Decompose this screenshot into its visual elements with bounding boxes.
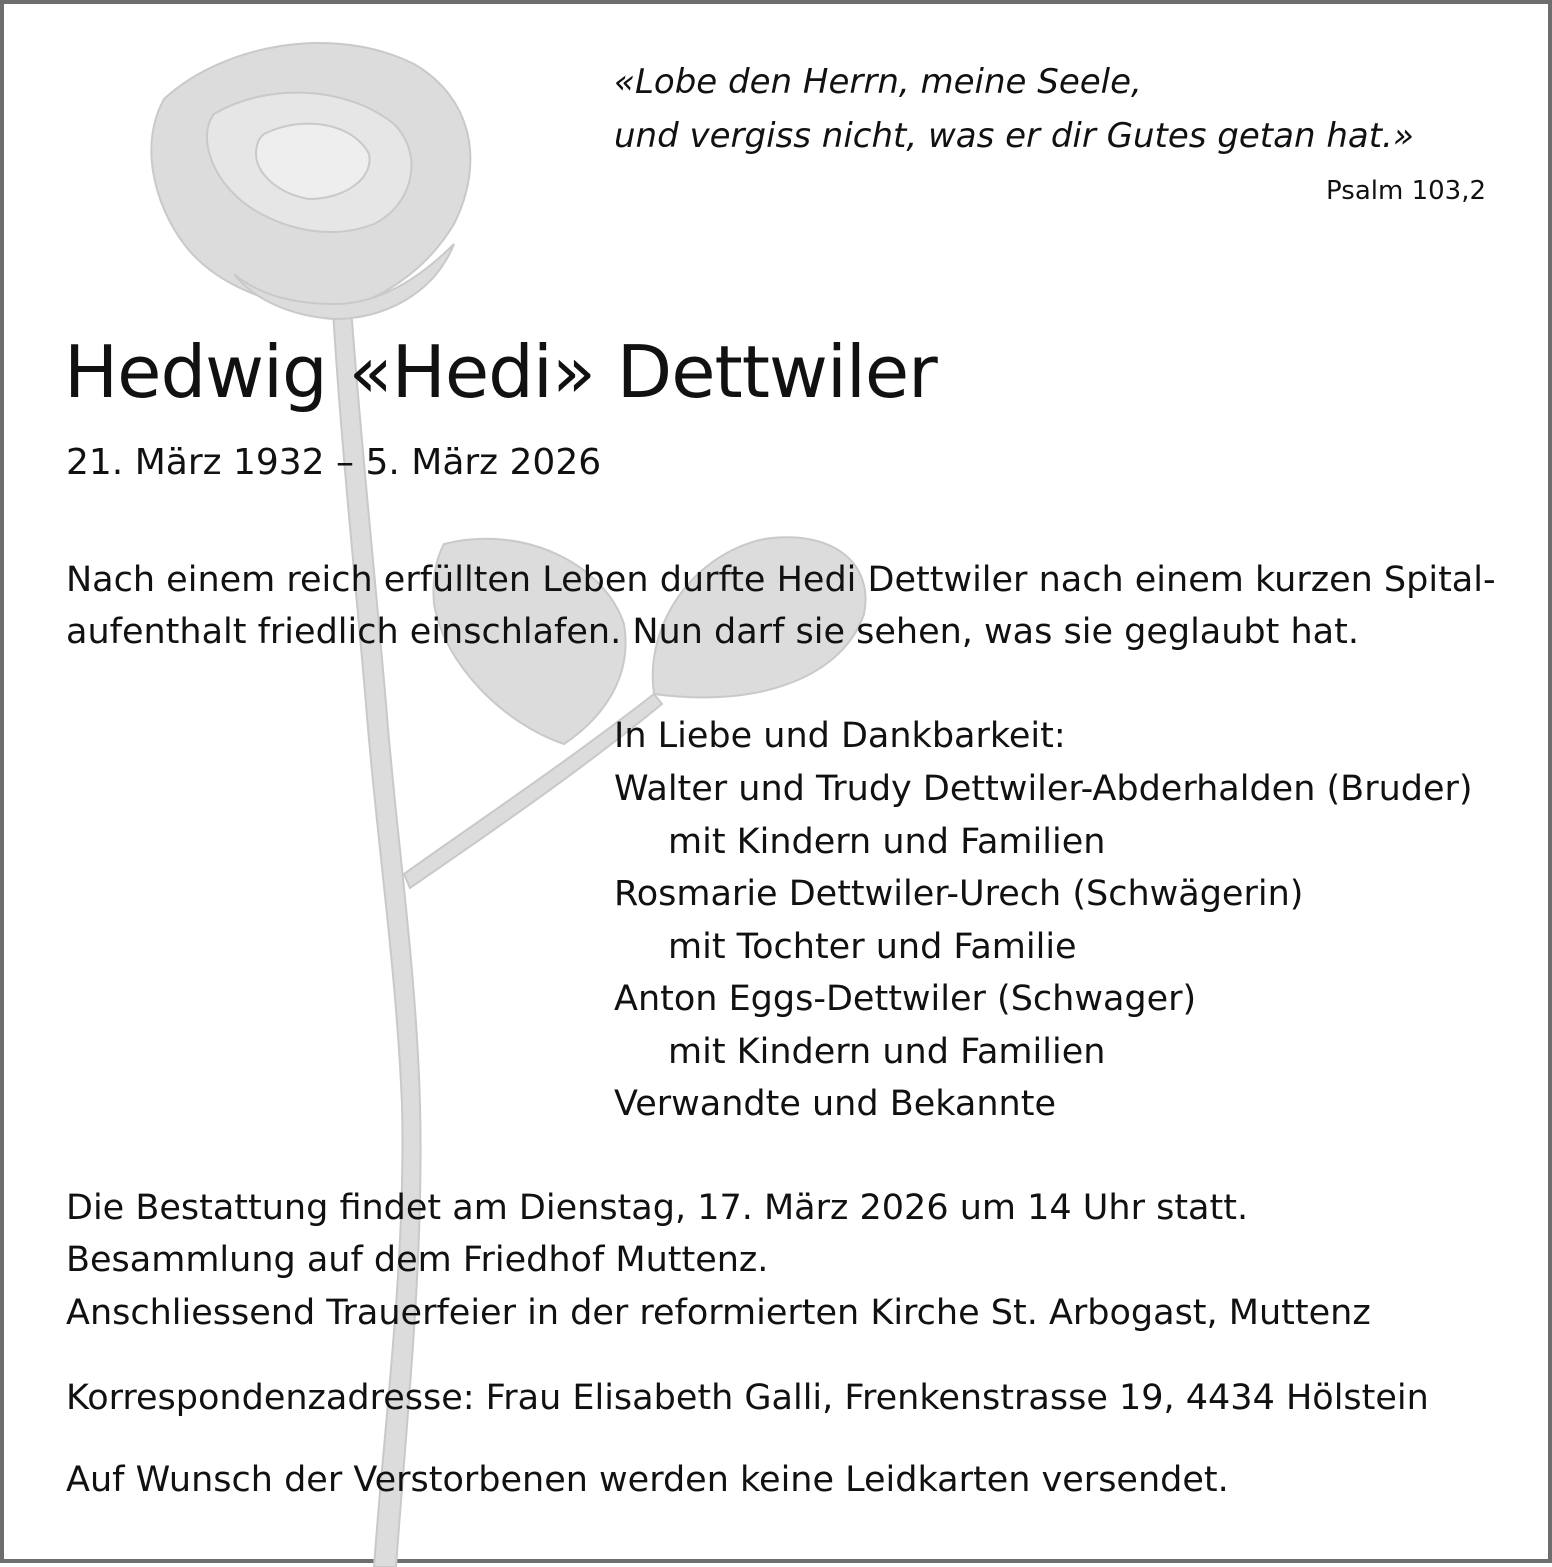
verse-line-1: «Lobe den Herrn, meine Seele, [614, 62, 1142, 102]
funeral-line-2: Besammlung auf dem Friedhof Muttenz. [66, 1240, 769, 1280]
verse-line-2: und vergiss nicht, was er dir Gutes getan hat.» [614, 116, 1414, 156]
funeral-line-1: Die Bestattung findet am Dienstag, 17. März 2026 um 14 Uhr statt. [66, 1188, 1249, 1228]
message-line-1: Nach einem reich erfüllten Leben durfte Hedi Dettwiler nach einem kurzen Spital- [66, 560, 1496, 600]
life-dates: 21. März 1932 – 5. März 2026 [66, 442, 602, 483]
funeral-line-3: Anschliessend Trauerfeier in der reformierten Kirche St. Arbogast, Muttenz [66, 1293, 1371, 1333]
mourner-entry-sub: mit Tochter und Familie [668, 927, 1077, 967]
mourner-entry-sub: mit Kindern und Familien [668, 822, 1106, 862]
message-line-2: aufenthalt friedlich einschlafen. Nun darf sie sehen, was sie geglaubt hat. [66, 612, 1359, 652]
mourner-entry: Verwandte und Bekannte [614, 1084, 1056, 1124]
verse-reference: Psalm 103,2 [1326, 176, 1486, 206]
cards-note: Auf Wunsch der Verstorbenen werden keine Leidkarten versendet. [66, 1460, 1229, 1500]
mourners-heading: In Liebe und Dankbarkeit: [614, 716, 1066, 756]
mourner-entry: Walter und Trudy Dettwiler-Abderhalden (Bruder) [614, 769, 1473, 809]
mourner-entry-sub: mit Kindern und Familien [668, 1032, 1106, 1072]
mourner-entry: Rosmarie Dettwiler-Urech (Schwägerin) [614, 874, 1304, 914]
deceased-name: Hedwig «Hedi» Dettwiler [64, 330, 937, 414]
correspondence-address: Korrespondenzadresse: Frau Elisabeth Galli, Frenkenstrasse 19, 4434 Hölstein [66, 1378, 1429, 1418]
mourner-entry: Anton Eggs-Dettwiler (Schwager) [614, 979, 1197, 1019]
